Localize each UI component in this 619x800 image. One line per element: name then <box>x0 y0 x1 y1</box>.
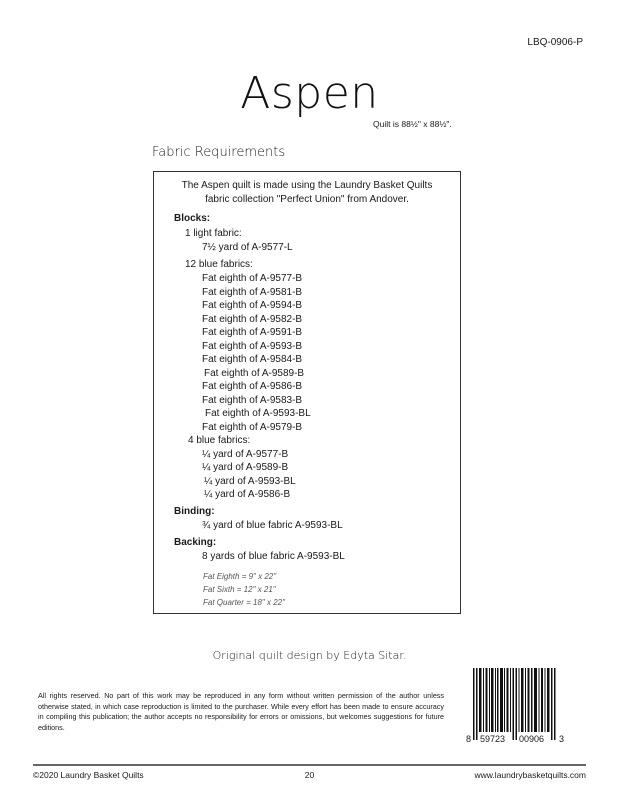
footer-divider <box>33 764 586 766</box>
list-item: Fat eighth of A-9583-B <box>202 394 303 406</box>
footer-copyright: ©2020 Laundry Basket Quilts <box>33 770 144 780</box>
list-item: Fat eighth of A-9591-B <box>202 327 303 338</box>
list-item: Fat eighth of A-9586-B <box>202 381 303 392</box>
blue4-label: 4 blue fabrics: <box>188 435 251 446</box>
blocks-label: Blocks: <box>174 213 211 224</box>
intro-line-2: fabric collection "Perfect Union" from Andover. <box>205 193 409 205</box>
page-title: Aspen <box>240 68 379 119</box>
fabric-requirements-heading: Fabric Requirements <box>152 145 286 160</box>
list-item: ¼ yard of A-9593-BL <box>204 475 296 487</box>
binding-item: ¾ yard of blue fabric A-9593-BL <box>202 520 343 531</box>
blue12-label: 12 blue fabrics: <box>185 259 253 270</box>
barcode <box>466 668 568 748</box>
list-item: ¼ yard of A-9586-B <box>204 489 291 500</box>
list-item: Fat eighth of A-9589-B <box>204 367 305 379</box>
light-fabric-item: 7½ yard of A-9577-L <box>202 242 293 253</box>
design-credit: Original quilt design by Edyta Sitar. <box>212 649 407 662</box>
light-fabric-label: 1 light fabric: <box>185 228 242 239</box>
pattern-code: LBQ-0906-P <box>527 37 583 48</box>
list-item: Fat eighth of A-9581-B <box>202 286 303 298</box>
quilt-size: Quilt is 88½" x 88½". <box>373 119 452 129</box>
page-number: 20 <box>304 770 315 780</box>
list-item: Fat eighth of A-9594-B <box>202 300 303 311</box>
intro-text <box>154 179 460 206</box>
backing-item: 8 yards of blue fabric A-9593-BL <box>202 551 345 562</box>
rights-notice: All rights reserved. No part of this work may be reproduced in any form without written permission of the author unless otherwise stated, in which case reproduction is limited to the purchaser. While every effort has been made to ensure accuracy in compiling this publication; the author accepts no responsibility for errors or omissions, but welcomes suggestions for future editions. <box>38 691 444 732</box>
list-item: ¼ yard of A-9577-B <box>202 448 289 460</box>
barcode-group-2: 00906 <box>519 734 545 744</box>
barcode-digit-left: 8 <box>466 734 472 744</box>
list-item: Fat eighth of A-9593-BL <box>205 408 311 419</box>
list-item: Fat eighth of A-9582-B <box>202 313 303 325</box>
size-note: Fat Eighth = 9" x 22" <box>203 572 277 581</box>
list-item: ¼ yard of A-9589-B <box>202 462 289 473</box>
fabric-requirements-box <box>153 171 461 614</box>
list-item: Fat eighth of A-9584-B <box>202 354 303 365</box>
binding-label: Binding: <box>174 506 215 517</box>
size-note: Fat Sixth = 12" x 21" <box>203 585 276 594</box>
intro-line-1: The Aspen quilt is made using the Laundry Basket Quilts <box>181 180 433 191</box>
barcode-digit-right: 3 <box>559 734 565 744</box>
size-note: Fat Quarter = 18" x 22" <box>203 598 285 607</box>
barcode-group-1: 59723 <box>480 734 506 744</box>
backing-label: Backing: <box>174 537 217 548</box>
list-item: Fat eighth of A-9577-B <box>202 273 303 284</box>
list-item: Fat eighth of A-9579-B <box>202 421 303 433</box>
footer-website-link[interactable]: www.laundrybasketquilts.com <box>474 770 586 780</box>
list-item: Fat eighth of A-9593-B <box>202 340 303 352</box>
